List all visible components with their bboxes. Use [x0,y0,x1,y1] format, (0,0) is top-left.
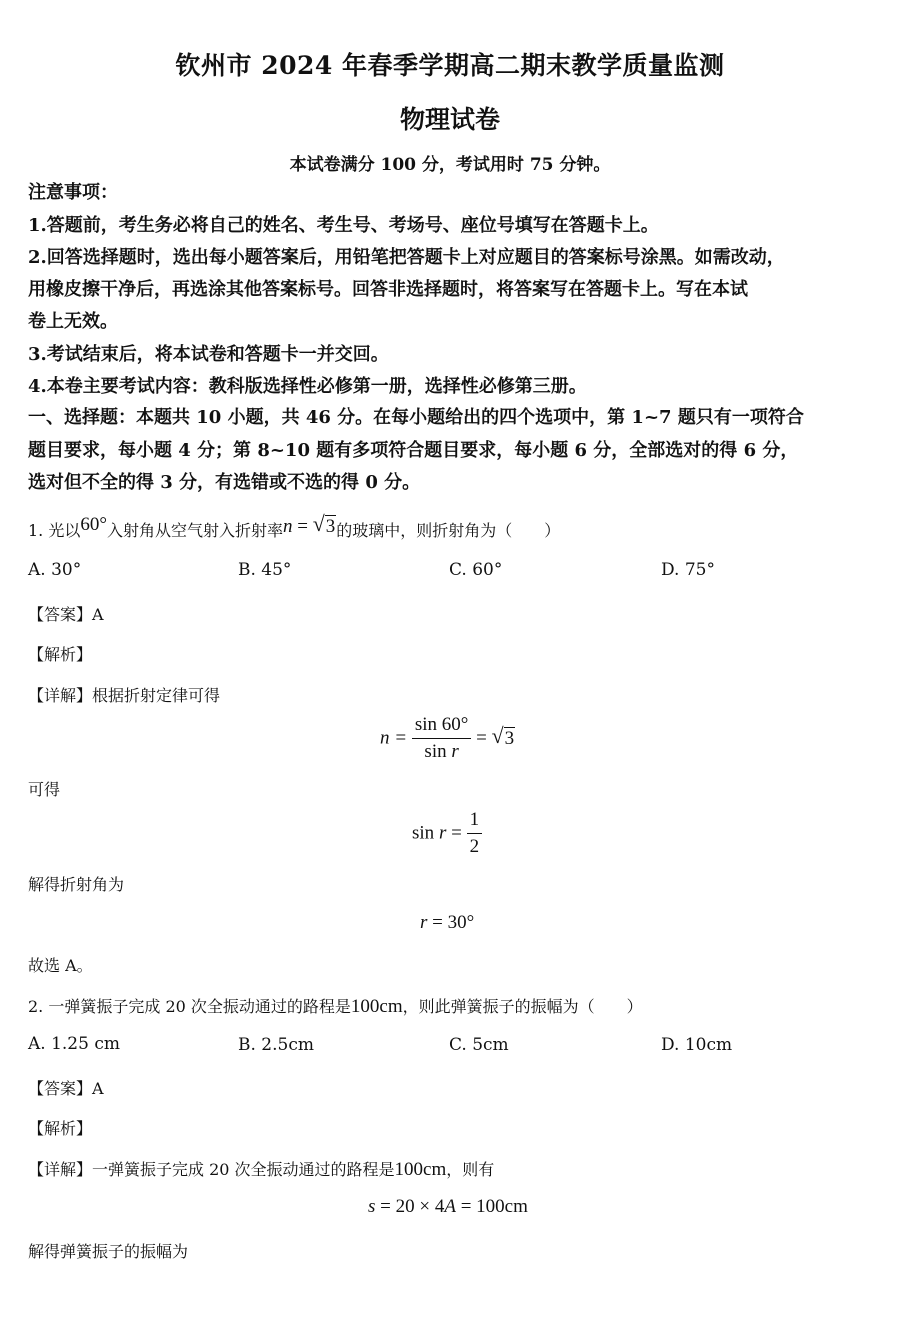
formula-part: = 100cm [455,1196,528,1217]
refractive-index-var: n [283,516,293,537]
equals-sign: = [292,516,313,537]
section-line-2: 题目要求，每小题 4 分；第 8~10 题有多项符合题目要求，每小题 6 分，全部选对的得 6 分， [28,440,799,461]
incidence-angle: 60° [80,514,107,535]
subject-title: 物理试卷 [399,105,500,134]
jiede-text: 解得弹簧振子的振幅为 [28,1242,189,1261]
fraction [412,714,472,763]
result-value: = 30° [427,912,475,933]
formula-path [368,1196,528,1218]
formula-sin-r [412,809,482,858]
detail-line [28,1157,494,1181]
option-a: A. 1.25 cm [28,1034,120,1054]
exam-title: 钦州市 2024 年春季学期高二期末教学质量监测 [175,51,725,80]
fraction-denominator [412,739,472,763]
equals-sign: = [446,822,462,844]
equals-sign: = [476,727,487,749]
conclusion-text: 故选 A。 [28,956,93,975]
angle-var: r [451,741,459,762]
sqrt-expression: √ 3 [491,723,515,749]
exam-info: 本试卷满分 100 分，考试用时 75 分钟。 [289,155,611,175]
formula-lhs: n = [380,727,408,749]
detail-text: 【详解】一弹簧振子完成 20 次全振动通过的路程是 [28,1160,395,1179]
question-number: 1. [28,521,44,540]
question-text: 一弹簧振子完成 20 次全振动通过的路程是 [48,997,351,1016]
question-text: ，则此弹簧振子的振幅为（ ） [402,997,643,1016]
sin-text: sin [412,822,439,844]
note-2-line-2: 用橡皮擦干净后，再选涂其他答案标号。回答非选择题时，将答案写在答题卡上。写在本试 [28,279,748,300]
analysis-label: 【解析】 [28,645,93,664]
option-b: B. 45° [238,560,292,580]
note-1: 1.答题前，考生务必将自己的姓名、考生号、考场号、座位号填写在答题卡上。 [28,215,659,236]
option-d: D. 10cm [661,1035,733,1055]
option-d: D. 75° [661,560,715,580]
option-c: C. 5cm [449,1035,509,1055]
formula-part: = 20 × 4 [375,1196,445,1217]
detail-text: ，则有 [446,1160,495,1179]
detail-label: 【详解】根据折射定律可得 [28,686,221,705]
option-b: B. 2.5cm [238,1035,314,1055]
note-3: 3.考试结束后，将本试卷和答题卡一并交回。 [28,344,389,365]
fraction [467,809,483,858]
fraction-denominator: 2 [469,836,480,857]
question-text: 入射角从空气射入折射率 [106,521,283,540]
section-line-3: 选对但不全的得 3 分，有选错或不选的得 0 分。 [28,472,421,493]
question-text: 光以 [48,521,81,540]
section-line-1: 一、选择题：本题共 10 小题，共 46 分。在每小题给出的四个选项中，第 1~7 题只有一项符合 [28,407,804,428]
fraction-numerator: sin 60° [412,714,472,739]
answer-label: 【答案】A [28,1079,104,1098]
option-a: A. 30° [28,560,82,580]
path-var: s [368,1196,376,1217]
question-number: 2. [28,997,44,1016]
notes-heading: 注意事项： [28,182,118,203]
jiede-text: 解得折射角为 [28,875,125,894]
amplitude-var: A [444,1196,456,1217]
note-2-line-3: 卷上无效。 [28,311,118,332]
fraction-numerator: 1 [467,809,483,834]
sqrt-value: 3 [504,727,515,749]
question-1-stem [28,512,561,542]
angle-var: r [438,822,447,844]
sqrt-expression: √ 3 [312,512,336,537]
formula-refraction-law [380,714,515,763]
distance-value: 100cm [350,996,403,1017]
sin-text: sin [424,741,452,762]
note-2-line-1: 2.回答选择题时，选出每小题答案后，用铅笔把答题卡上对应题目的答案标号涂黑。如需改动， [28,247,785,268]
angle-var: r [420,912,428,933]
note-4: 4.本卷主要考试内容：教科版选择性必修第一册，选择性必修第三册。 [28,376,587,397]
option-c: C. 60° [449,560,503,580]
formula-result [420,912,474,934]
distance-value: 100cm [394,1159,447,1180]
analysis-label: 【解析】 [28,1119,93,1138]
answer-label: 【答案】A [28,605,104,624]
keyi-text: 可得 [28,780,61,799]
question-text: 的玻璃中，则折射角为（ ） [336,521,561,540]
question-2-stem [28,994,643,1018]
sqrt-value: 3 [325,516,336,537]
